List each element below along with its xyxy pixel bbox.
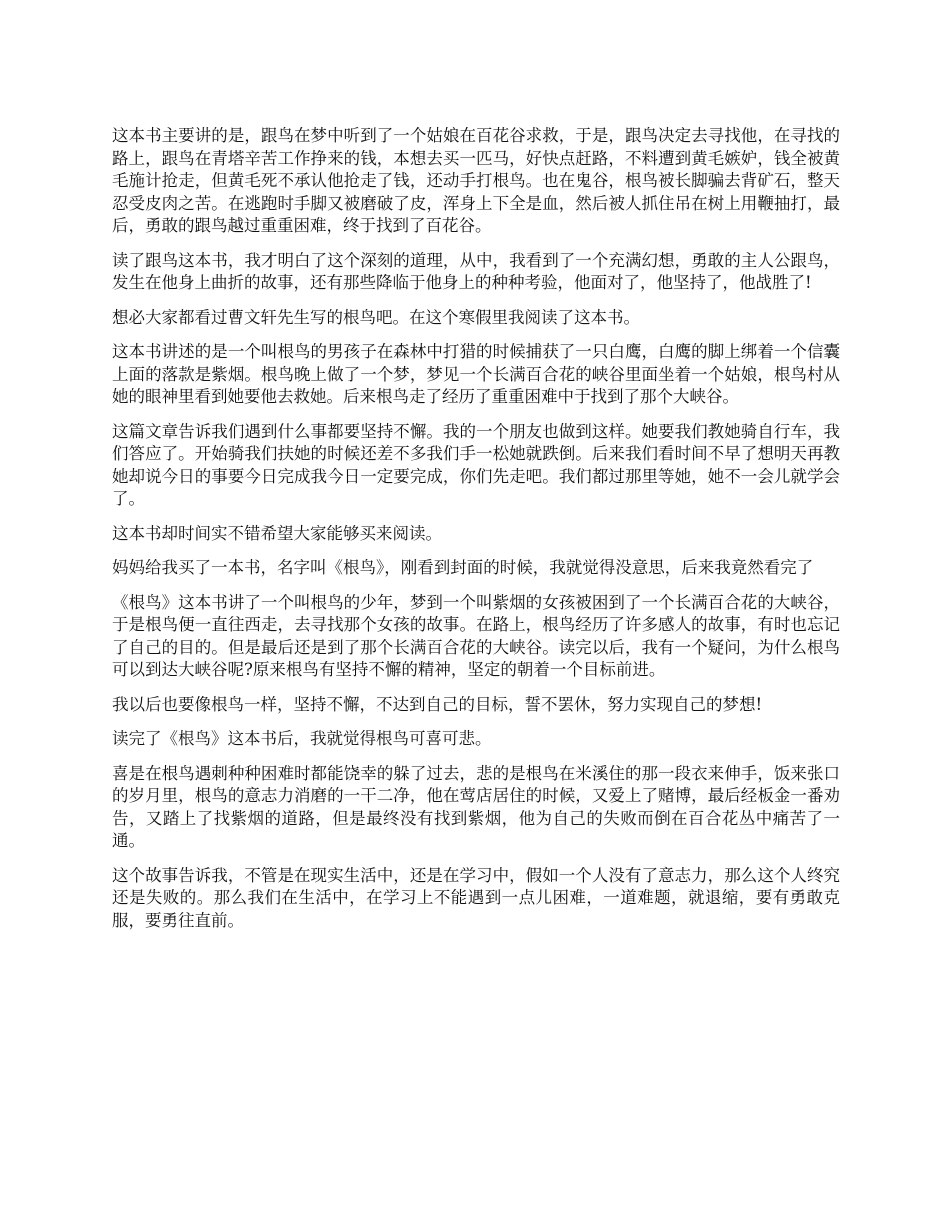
- paragraph-7: 妈妈给我买了一本书，名字叫《根鸟》，刚看到封面的时候，我就觉得没意思，后来我竟然看完了: [112, 558, 814, 577]
- paragraph-12: 这个故事告诉我，不管是在现实生活中，还是在学习中，假如一个人没有了意志力，那么这个人终究还是失败的。那么我们在生活中，在学习上不能遇到一点儿困难，一道难题，就退缩，要有勇敢克服，要勇往直前。: [112, 865, 840, 930]
- paragraph-11: 喜是在根鸟遇刺种种困难时都能饶幸的躲了过去，悲的是根鸟在米溪住的那一段衣来伸手，饭来张口的岁月里，根鸟的意志力消磨的一干二净，他在莺店居住的时候，又爱上了赌博，最后经板金一番劝告，又踏上了找紫烟的道路，但是最终没有找到紫烟，他为自己的失败而倒在百合花丛中痛苦了一通。: [112, 763, 840, 850]
- document-body: [112, 125, 840, 944]
- paragraph-9: 我以后也要像根鸟一样，坚持不懈，不达到自己的目标，誓不罢休，努力实现自己的梦想!: [112, 694, 763, 714]
- paragraph-2: 读了跟鸟这本书，我才明白了这个深刻的道理，从中，我看到了一个充满幻想，勇敢的主人公跟鸟，发生在他身上曲折的故事，还有那些降临于他身上的种种考验，他面对了，他坚持了，他战胜了!: [112, 250, 840, 292]
- paragraph-8: 《根鸟》这本书讲了一个叫根鸟的少年，梦到一个叫紫烟的女孩被困到了一个长满百合花的大峡谷，于是根鸟便一直往西走，去寻找那个女孩的故事。在路上，根鸟经历了许多感人的故事，有时也忘记了自己的目的。但是最后还是到了那个长满百合花的大峡谷。读完以后，我有一个疑问，为什么根鸟可以到达大峡谷呢?原来根鸟有坚持不懈的精神，坚定的朝着一个目标前进。: [112, 592, 840, 679]
- paragraph-3: 想必大家都看过曹文轩先生写的根鸟吧。在这个寒假里我阅读了这本书。: [112, 307, 640, 327]
- paragraph-4: 这本书讲述的是一个叫根鸟的男孩子在森林中打猎的时候捕获了一只白鹰，白鹰的脚上绑着一个信囊上面的落款是紫烟。根鸟晚上做了一个梦，梦见一个长满百合花的峡谷里面坐着一个姑娘，根鸟村从她的眼神里看到她要他去救她。后来根鸟走了经历了重重困难中于找到了那个大峡谷。: [112, 342, 840, 406]
- paragraph-1: 这本书主要讲的是，跟鸟在梦中听到了一个姑娘在百花谷求救，于是，跟鸟决定去寻找他，在寻找的路上，跟鸟在青塔辛苦工作挣来的钱，本想去买一匹马，好快点赶路，不料遭到黄毛嫉妒，钱全被黄毛施计抢走，但黄毛死不承认他抢走了钱，还动手打根鸟。也在鬼谷，根鸟被长脚骗去背矿石，整天忍受皮肉之苦。在逃跑时手脚又被磨破了皮，浑身上下全是血，然后被人抓住吊在树上用鞭抽打，最后，勇敢的跟鸟越过重重困难，终于找到了百花谷。: [112, 126, 840, 235]
- paragraph-5: 这篇文章告诉我们遇到什么事都要坚持不懈。我的一个朋友也做到这样。她要我们教她骑自行车，我们答应了。开始骑我们扶她的时候还差不多我们手一松她就跌倒。后来我们看时间不早了想明天再教她却说今日的事要今日完成我今日一定要完成，你们先走吧。我们都过那里等她，她不一会儿就学会了。: [112, 421, 840, 508]
- paragraph-10: 读完了《根鸟》这本书后，我就觉得根鸟可喜可悲。: [112, 729, 492, 748]
- paragraph-6: 这本书却时间实不错希望大家能够买来阅读。: [112, 523, 442, 543]
